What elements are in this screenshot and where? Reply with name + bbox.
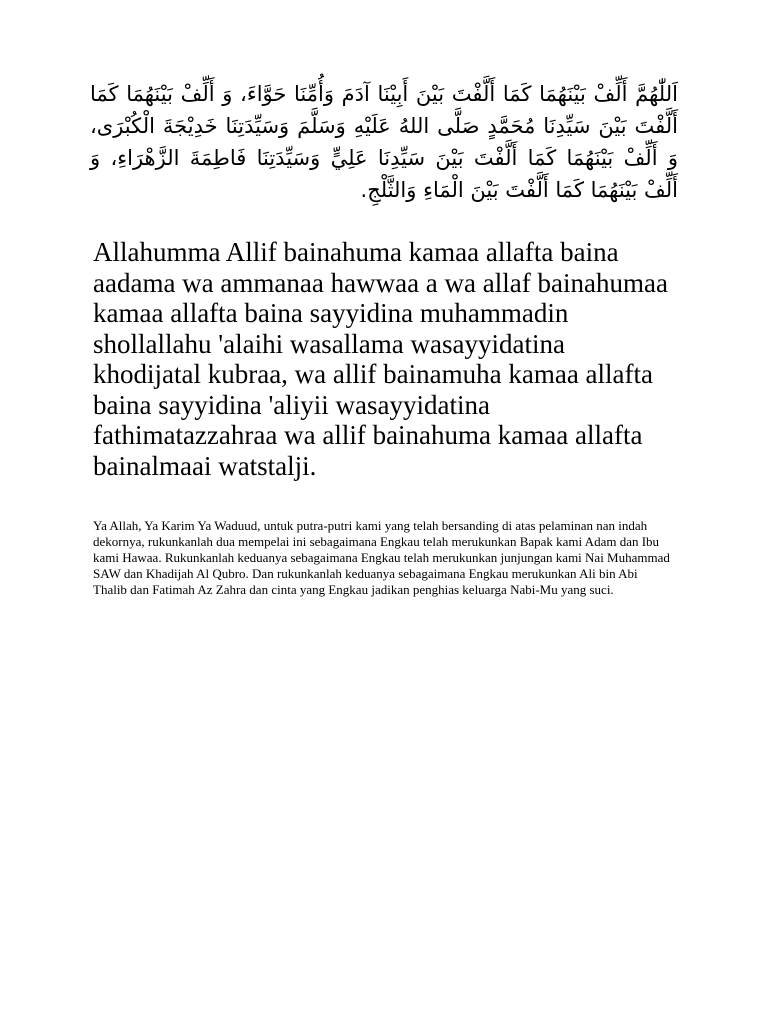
transliteration-paragraph: Allahumma Allif bainahuma kamaa allafta baina aadama wa ammanaa hawwaa a wa allaf bainahumaa kamaa allafta baina sayyidina muhammadin shollallahu 'alaihi wasallama wasayyidatina khodijatal kubraa, wa allif bainamuha kamaa allafta baina sayyidina 'aliyii wasayyidatina fathimatazzahraa wa allif bainahuma kamaa allafta bainalmaai watstalji. (93, 237, 668, 481)
arabic-prayer-text: اَللّٰهُمَّ أَلِّفْ بَيْنَهُمَا كَمَا أَلَّفْتَ بَيْنَ أَبِيْنَا آدَمَ وَأُمِّنَا حَوَّاءَ، وَ أَلِّفْ بَيْنَهُمَا كَمَا أَلَّفْتَ بَيْنَ سَيِّدِنَا مُحَمَّدٍ صَلَّى اللهُ عَلَيْهِ وَسَلَّمَ وَسَيِّدَتِنَا خَدِيْجَةَ الْكُبْرَى، وَ أَلِّفْ بَيْنَهُمَا كَمَا أَلَّفْتَ بَيْنَ سَيِّدِنَا عَلِيٍّ وَسَيِّدَتِنَا فَاطِمَةَ الزَّهْرَاءِ، وَ أَلِّفْ بَيْنَهُمَا كَمَا أَلَّفْتَ بَيْنَ الْمَاءِ وَالثَّلْجِ. (90, 82, 678, 202)
translation-paragraph: Ya Allah, Ya Karim Ya Waduud, untuk putra-putri kami yang telah bersanding di atas pelaminan nan indah dekornya, rukunkanlah dua mempelai ini sebagaimana Engkau telah merukunkan Bapak kami Adam dan Ibu kami Hawaa. Rukunkanlah keduanya sebagaimana Engkau telah merukunkan junjungan kami Nai Muhammad SAW dan Khadijah Al Qubro. Dan rukunkanlah keduanya sebagaimana Engkau merukunkan Ali bin Abi Thalib dan Fatimah Az Zahra dan cinta yang Engkau jadikan penghias keluarga Nabi-Mu yang suci. (93, 518, 670, 598)
